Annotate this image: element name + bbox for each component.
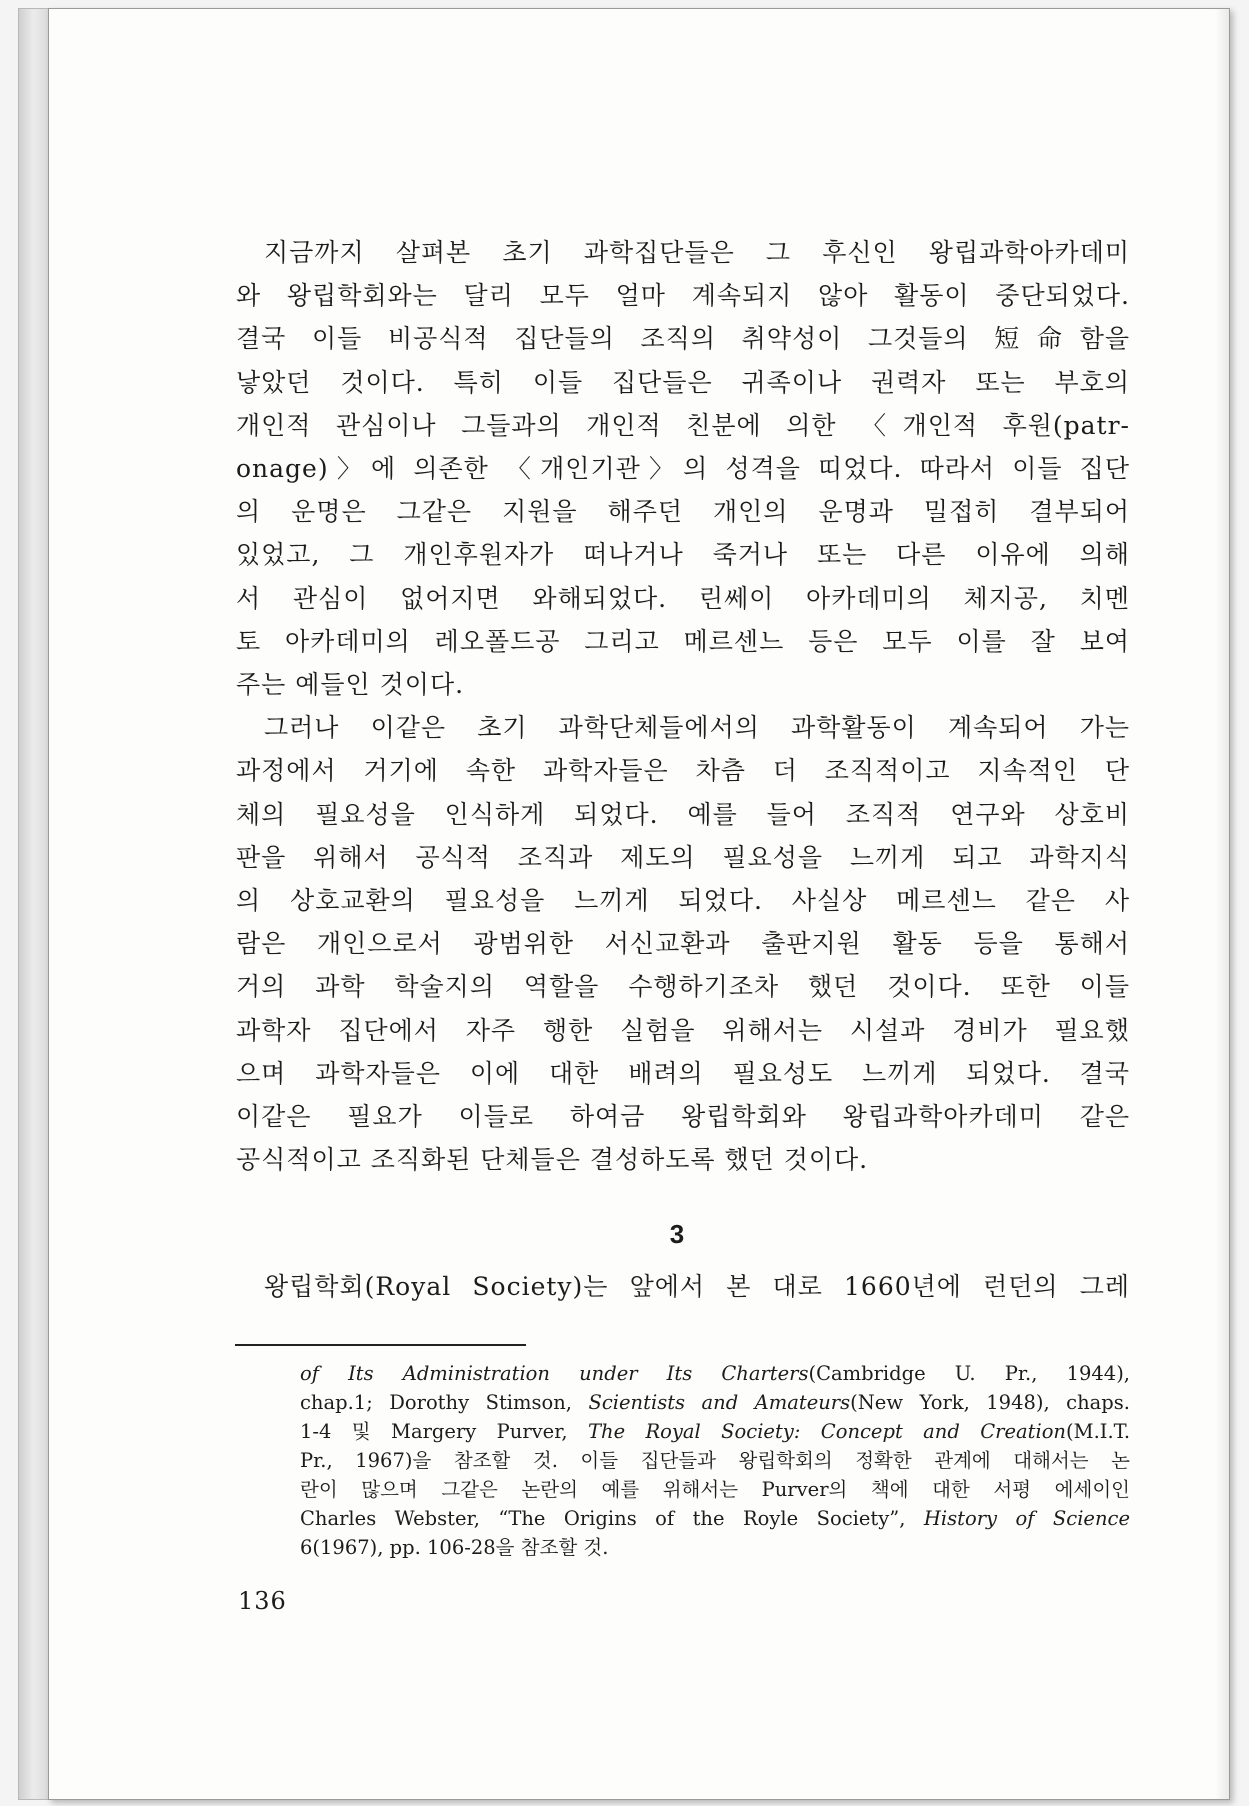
text-line: 토 아카데미의 레오폴드공 그리고 메르센느 등은 모두 이를 잘 보여: [236, 626, 1130, 656]
footnote: [300, 1359, 1130, 1562]
text-line: 이같은 필요가 이들로 하여금 왕립학회와 왕립과학아카데미 같은: [236, 1102, 1130, 1132]
paragraph-2: [236, 706, 1130, 1181]
footnote-text: 1-4 및 Margery Purver,: [300, 1420, 588, 1443]
section-number: 3: [669, 1219, 685, 1249]
footnote-line: Pr., 1967)을 참조할 것. 이들 집단들과 왕립학회의 정확한 관계에 대해서는 논: [300, 1449, 1130, 1472]
footnote-title: Scientists and Amateurs: [588, 1391, 851, 1414]
footnote-divider: [235, 1344, 526, 1346]
text-line: 주는 예들인 것이다.: [236, 670, 465, 700]
text-line: 으며 과학자들은 이에 대한 배려의 필요성도 느끼게 되었다. 결국: [236, 1058, 1130, 1088]
body-text: [236, 231, 1130, 1181]
footnote-line: [300, 1388, 1130, 1417]
text-line: 과정에서 거기에 속한 과학자들은 차츰 더 조직적이고 지속적인 단: [236, 756, 1130, 786]
footnote-line: 란이 많으며 그같은 논란의 예를 위해서는 Purver의 책에 대한 서평 에세이인: [300, 1478, 1130, 1501]
footnote-text: chap.1; Dorothy Stimson,: [300, 1391, 589, 1414]
page-number: 136: [238, 1587, 287, 1615]
footnote-line: 6(1967), pp. 106-28을 참조할 것.: [300, 1536, 609, 1559]
footnote-line: [300, 1359, 1130, 1388]
text-line: onage)〉에 의존한 〈개인기관〉의 성격을 띠었다. 따라서 이들 집단: [236, 454, 1130, 484]
text-line: 공식적이고 조직화된 단체들은 결성하도록 했던 것이다.: [236, 1145, 869, 1175]
text-line: 결국 이들 비공식적 집단들의 조직의 취약성이 그것들의 短命함을: [236, 324, 1130, 354]
text-line: 체의 필요성을 인식하게 되었다. 예를 들어 조직적 연구와 상호비: [236, 799, 1130, 829]
text-line: 그러나 이같은 초기 과학단체들에서의 과학활동이 계속되어 가는: [264, 713, 1130, 743]
text-line: 낳았던 것이다. 특히 이들 집단들은 귀족이나 권력자 또는 부호의: [236, 367, 1130, 397]
footnote-line: [300, 1417, 1130, 1446]
footnote-text: Charles Webster, “The Origins of the Royle Society”,: [300, 1507, 924, 1530]
text-line: 개인적 관심이나 그들과의 개인적 친분에 의한 〈개인적 후원(patr-: [236, 410, 1130, 440]
text-line: 와 왕립학회와는 달리 모두 얼마 계속되지 않아 활동이 중단되었다.: [236, 281, 1130, 311]
text-line: 의 운명은 그같은 지원을 해주던 개인의 운명과 밀접히 결부되어: [236, 497, 1130, 527]
footnote-line: [300, 1504, 1130, 1533]
paragraph-1: [236, 231, 1130, 706]
text-line: 의 상호교환의 필요성을 느끼게 되었다. 사실상 메르센느 같은 사: [236, 886, 1130, 916]
footnote-title: of Its Administration under Its Charters: [300, 1362, 809, 1385]
footnote-title: History of Science: [923, 1507, 1130, 1530]
text-line: 서 관심이 없어지면 와해되었다. 린쎄이 아카데미의 체지공, 치멘: [236, 583, 1130, 613]
footnote-text: (New York, 1948), chaps.: [850, 1391, 1130, 1414]
text-line: 람은 개인으로서 광범위한 서신교환과 출판지원 활동 등을 통해서: [236, 929, 1130, 959]
text-line: 있었고, 그 개인후원자가 떠나거나 죽거나 또는 다른 이유에 의해: [236, 540, 1130, 570]
footnote-title: The Royal Society: Concept and Creation: [588, 1420, 1066, 1443]
text-line: 지금까지 살펴본 초기 과학집단들은 그 후신인 왕립과학아카데미: [264, 238, 1130, 267]
footnote-text: (M.I.T.: [1066, 1420, 1131, 1443]
text-line: 거의 과학 학술지의 역할을 수행하기조차 했던 것이다. 또한 이들: [236, 972, 1130, 1002]
text-line: 판을 위해서 공식적 조직과 제도의 필요성을 느끼게 되고 과학지식: [236, 842, 1130, 872]
book: [18, 8, 1233, 1798]
footnote-text: (Cambridge U. Pr., 1944),: [808, 1362, 1130, 1385]
book-spine: [18, 8, 52, 1800]
text-line: 과학자 집단에서 자주 행한 실험을 위해서는 시설과 경비가 필요했: [236, 1015, 1130, 1045]
page: [48, 8, 1230, 1800]
section-first-line: 왕립학회(Royal Society)는 앞에서 본 대로 1660년에 런던의 그레: [264, 1272, 1130, 1301]
